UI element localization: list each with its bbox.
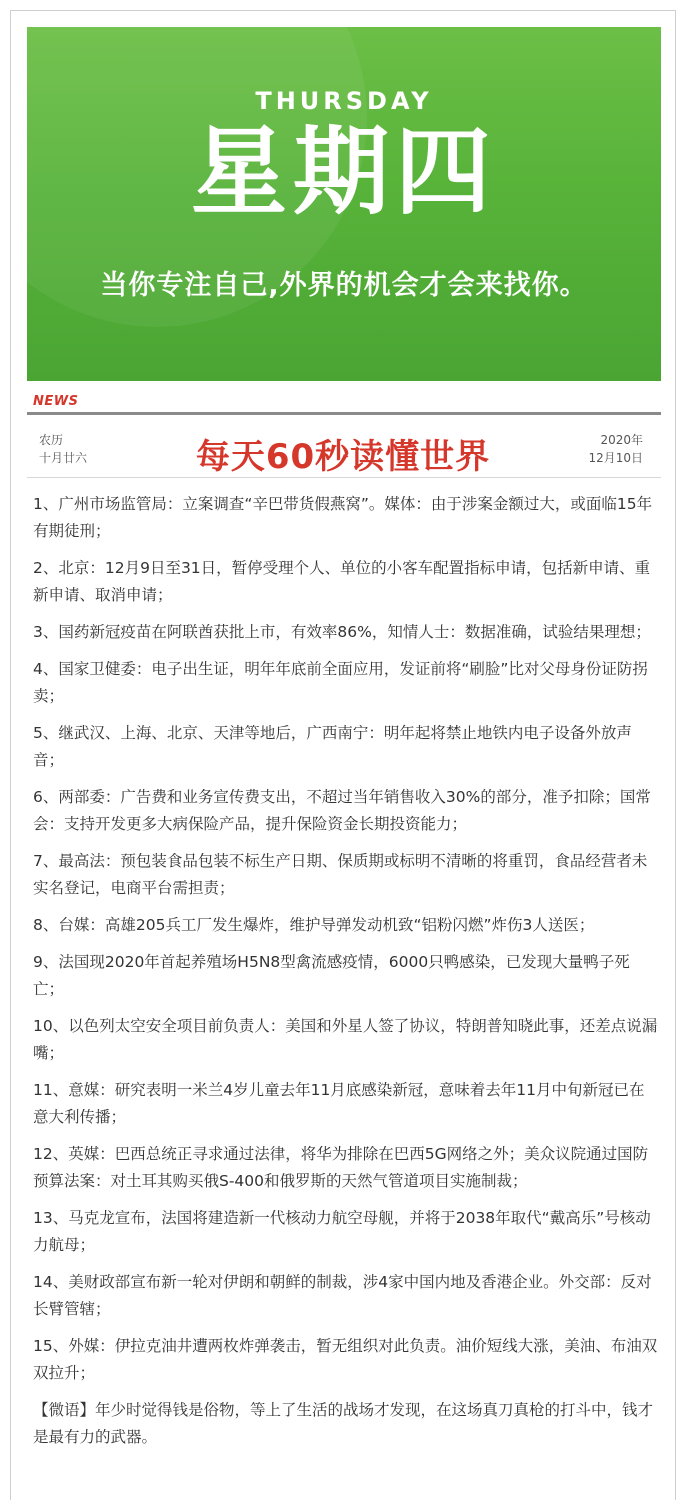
news-item: 1、广州市场监管局：立案调查“辛巴带货假燕窝”。媒体：由于涉案金额过大，或面临15年有期徒刑；: [33, 495, 653, 540]
news-item: 13、马克龙宣布，法国将建造新一代核动力航空母舰，并将于2038年取代“戴高乐”号核动力航母；: [33, 1209, 651, 1254]
news-item: 11、意媒：研究表明一米兰4岁儿童去年11月底感染新冠，意味着去年11月中旬新冠已在意大利传播；: [33, 1081, 645, 1126]
news-item: 10、以色列太空安全项目前负责人：美国和外星人签了协议，特朗普知晓此事，还差点说漏嘴；: [33, 1017, 658, 1062]
news-item: 6、两部委：广告费和业务宣传费支出，不超过当年销售收入30%的部分，准予扣除；国常会：支持开发更多大病保险产品，提升保险资金长期投资能力；: [33, 788, 651, 833]
news-item: 12、英媒：巴西总统正寻求通过法律，将华为排除在巴西5G网络之外；美众议院通过国防预算法案：对土耳其购买俄S-400和俄罗斯的天然气管道项目实施制裁；: [33, 1145, 649, 1190]
news-item: 15、外媒：伊拉克油井遭两枚炸弹袭击，暂无组织对此负责。油价短线大涨，美油、布油双双拉升；: [33, 1337, 658, 1382]
news-item: 5、继武汉、上海、北京、天津等地后，广西南宁：明年起将禁止地铁内电子设备外放声音；: [33, 724, 632, 769]
news-item: 9、法国现2020年首起养殖场H5N8型禽流感疫情，6000只鸭感染，已发现大量鸭子死亡；: [33, 953, 630, 998]
news-list: [33, 491, 659, 1461]
day-banner: [27, 27, 661, 381]
news-item: 4、国家卫健委：电子出生证，明年年底前全面应用，发证前将“刷脸”比对父母身份证防拐卖；: [33, 660, 648, 705]
publish-month-day: 12月10日: [588, 451, 643, 465]
publish-date-block: [588, 431, 643, 467]
daily-quote: 【微语】年少时觉得钱是俗物，等上了生活的战场才发现，在这场真刀真枪的打斗中，钱才是最有力的武器。: [33, 1401, 654, 1446]
news-item: 7、最高法：预包装食品包装不标生产日期、保质期或标明不清晰的将重罚，食品经营者未实名登记，电商平台需担责；: [33, 852, 648, 897]
masthead-divider: [27, 477, 661, 478]
header-divider: [27, 412, 661, 415]
weekday-chinese: 星期四: [191, 116, 497, 228]
banner-slogan: 当你专注自己,外界的机会才会来找你。: [100, 270, 588, 301]
news-section-label: NEWS: [33, 394, 79, 409]
news-item: 8、台媒：高雄205兵工厂发生爆炸，维护导弹发动机致“铝粉闪燃”炸伤3人送医；: [33, 916, 595, 934]
news-item: 2、北京：12月9日至31日，暂停受理个人、单位的小客车配置指标申请，包括新申请、重新申请、取消申请；: [33, 559, 651, 604]
lunar-label: 农历: [39, 433, 64, 447]
news-item: 14、美财政部宣布新一轮对伊朗和朝鲜的制裁，涉4家中国内地及香港企业。外交部：反对长臂管辖；: [33, 1273, 652, 1318]
article-page: [10, 10, 676, 1500]
masthead-title: 每天60秒读懂世界: [195, 437, 491, 477]
weekday-english: THURSDAY: [255, 87, 433, 115]
publish-year: 2020年: [600, 433, 643, 447]
lunar-date: 十月廿六: [39, 451, 88, 465]
news-item: 3、国药新冠疫苗在阿联酋获批上市，有效率86%，知情人士：数据准确，试验结果理想；: [33, 623, 651, 641]
